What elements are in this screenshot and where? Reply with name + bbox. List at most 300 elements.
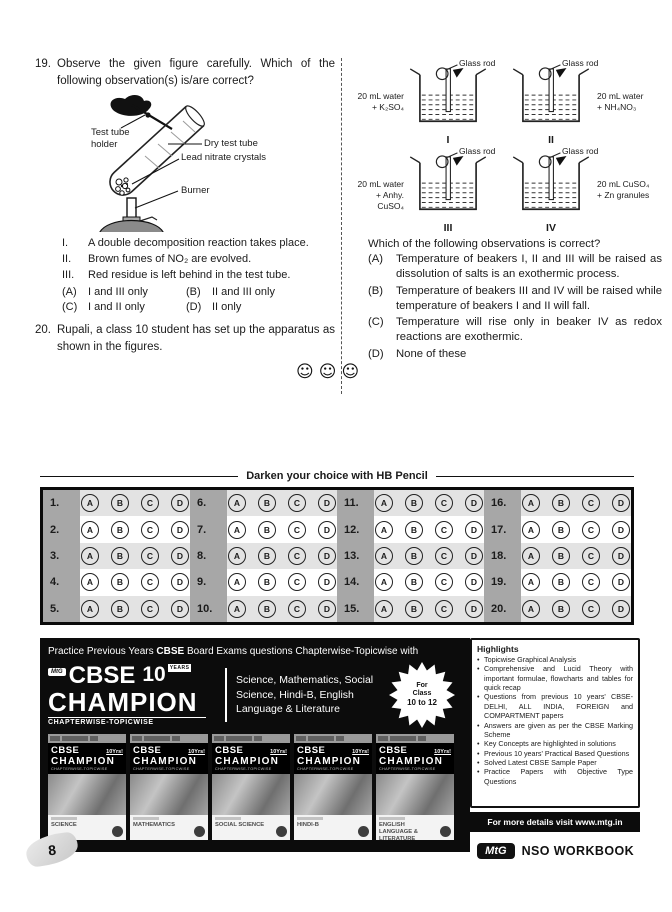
- highlight-item-3: [477, 692, 633, 720]
- bubble-cell: [521, 596, 631, 622]
- highlight-item-8: [477, 767, 633, 786]
- cover-top-strip: [48, 734, 126, 743]
- highlight-item-2: [477, 664, 633, 692]
- bubble-q1-a[interactable]: A: [81, 494, 99, 512]
- bubble-cell: [374, 490, 484, 516]
- bubble-q8-a[interactable]: A: [228, 547, 246, 565]
- mtg-logo-small: MtG: [48, 668, 66, 676]
- logo-champion-text: CHAMPION: [48, 687, 198, 717]
- bullet-icon: •: [477, 655, 480, 664]
- beaker-numeral: III: [443, 222, 453, 234]
- beaker-figure: [350, 146, 501, 234]
- cover-top-strip: [376, 734, 454, 743]
- test-tube-figure: [35, 94, 335, 232]
- bullet-icon: •: [477, 739, 480, 749]
- bubble-q3-d[interactable]: D: [171, 547, 189, 565]
- starburst-line1: For: [416, 682, 428, 690]
- starburst-line2: Class: [412, 690, 432, 698]
- bubble-q14-a[interactable]: A: [375, 573, 393, 591]
- label-test-tube-holder: Test tube holder: [91, 127, 130, 151]
- highlight-item-5: [477, 739, 633, 748]
- option-20-d-label: (D): [368, 347, 384, 360]
- cover-brand-block: [294, 743, 372, 774]
- cover-years-text: 10Yrs!: [434, 749, 451, 755]
- logo-ten-years: 10: [142, 663, 166, 686]
- bubble-q9-a[interactable]: A: [228, 573, 246, 591]
- bubble-q9-d[interactable]: D: [318, 573, 336, 591]
- bubble-q6-b[interactable]: B: [258, 494, 276, 512]
- bubble-cell: [80, 490, 190, 516]
- bubble-cell: [374, 516, 484, 542]
- bubble-cell: [374, 569, 484, 595]
- question-19-number: 19.: [35, 58, 51, 70]
- book-cover-5: [376, 734, 454, 840]
- bubble-q18-c[interactable]: C: [582, 547, 600, 565]
- bubble-q19-d[interactable]: D: [612, 573, 630, 591]
- bubble-q14-b[interactable]: B: [405, 573, 423, 591]
- bubble-q20-d[interactable]: D: [612, 600, 630, 618]
- cover-champion-text: CHAMPION: [215, 756, 280, 767]
- option-20-a-text: Temperature of beakers I, II and III will be raised as dissolution of salts is an exothermic process.: [396, 253, 662, 281]
- cover-tagline: CHAPTERWISE-TOPICWISE: [215, 767, 272, 771]
- question-number-cell: 17.: [484, 516, 521, 542]
- statement-3-numeral: III.: [62, 268, 75, 281]
- option-19-a-label: (A): [62, 286, 77, 299]
- ad-details-link[interactable]: For more details visit www.mtg.in: [470, 812, 640, 832]
- bubble-q8-b[interactable]: B: [258, 547, 276, 565]
- highlight-text: Solved Latest CBSE Sample Paper: [484, 757, 597, 767]
- bullet-icon: •: [477, 767, 480, 777]
- option-19-a-text: I and III only: [88, 286, 148, 299]
- cover-cbse-text: CBSE: [215, 745, 244, 756]
- bubble-cell: [521, 569, 631, 595]
- bubble-cell: [374, 543, 484, 569]
- bubble-cell: [227, 543, 337, 569]
- option-19-a: [62, 286, 186, 298]
- answer-sheet: [40, 470, 634, 625]
- beaker-figure: [501, 146, 652, 234]
- option-19-c: [62, 301, 186, 313]
- logo-years-word: YEARS: [169, 665, 190, 671]
- bubble-q13-b[interactable]: B: [405, 547, 423, 565]
- bubble-q10-a[interactable]: A: [228, 600, 246, 618]
- beaker-contents-label: [350, 179, 404, 212]
- bubble-q7-b[interactable]: B: [258, 521, 276, 539]
- glass-rod-label: Glass rod: [459, 58, 496, 68]
- bullet-icon: •: [477, 692, 480, 702]
- book-cover-1: [48, 734, 126, 840]
- beaker-contents-line2: + Anhy. CuSO₄: [376, 190, 404, 212]
- bubble-q11-b[interactable]: B: [405, 494, 423, 512]
- question-20-text: Rupali, a class 10 student has set up the apparatus as shown in the figures.: [57, 324, 335, 353]
- bubble-q12-c[interactable]: C: [435, 521, 453, 539]
- cover-brand-block: [212, 743, 290, 774]
- statement-1: [62, 236, 335, 252]
- statement-1-numeral: I.: [62, 237, 69, 250]
- bubble-cell: [80, 596, 190, 622]
- label-burner: Burner: [181, 185, 210, 197]
- cover-top-strip: [294, 734, 372, 743]
- cover-subject: HINDI-B: [297, 822, 319, 828]
- logo-tagline: CHAPTERWISE-TOPICWISE: [48, 717, 206, 726]
- question-19-options: [35, 286, 335, 313]
- statement-3: [62, 268, 335, 284]
- statement-3-text: Red residue is left behind in the test tube.: [88, 268, 291, 281]
- bubble-q17-a[interactable]: A: [522, 521, 540, 539]
- cover-top-strip: [212, 734, 290, 743]
- bullet-icon: •: [477, 757, 480, 767]
- bubble-cell: [80, 543, 190, 569]
- bubble-q15-a[interactable]: A: [375, 600, 393, 618]
- bubble-q2-c[interactable]: C: [141, 521, 159, 539]
- bubble-q9-b[interactable]: B: [258, 573, 276, 591]
- option-20-a-label: (A): [368, 253, 384, 265]
- bubble-cell: [227, 569, 337, 595]
- cover-subject: MATHEMATICS: [133, 822, 175, 828]
- advertisement: [40, 638, 640, 852]
- starburst-text: [388, 661, 456, 729]
- bubble-q4-b[interactable]: B: [111, 573, 129, 591]
- bubble-q8-c[interactable]: C: [288, 547, 306, 565]
- header-rule-right: [436, 476, 634, 477]
- cover-champion-text: CHAMPION: [379, 756, 444, 767]
- bubble-q17-c[interactable]: C: [582, 521, 600, 539]
- beaker-row: [350, 58, 652, 146]
- beaker-contents-label: [350, 91, 404, 113]
- bubble-q11-c[interactable]: C: [435, 494, 453, 512]
- logo-top-line: [48, 664, 216, 688]
- bubble-q14-d[interactable]: D: [465, 573, 483, 591]
- cover-publisher-line: [51, 817, 77, 820]
- bubble-q20-b[interactable]: B: [552, 600, 570, 618]
- bubble-q6-a[interactable]: A: [228, 494, 246, 512]
- highlight-text: Questions from previous 10 years' CBSE-DELHI, ALL INDIA, FOREIGN and COMPARTMENT papers: [484, 692, 633, 721]
- bubble-q15-c[interactable]: C: [435, 600, 453, 618]
- statement-1-text: A double decomposition reaction takes place.: [88, 237, 309, 250]
- question-number-cell: 9.: [190, 569, 227, 595]
- footer-brand: [477, 843, 634, 859]
- option-19-b-text: II and III only: [212, 286, 275, 299]
- option-19-c-text: I and II only: [88, 301, 145, 314]
- cover-footer: [212, 815, 290, 840]
- bubble-q5-c[interactable]: C: [141, 600, 159, 618]
- question-number-cell: 11.: [337, 490, 374, 516]
- cover-footer: [130, 815, 208, 840]
- beaker-drawing: [509, 67, 593, 129]
- beaker-numeral: IV: [546, 222, 556, 234]
- bubble-q4-d[interactable]: D: [171, 573, 189, 591]
- bubble-q20-c[interactable]: C: [582, 600, 600, 618]
- cover-publisher-line: [379, 817, 405, 820]
- ad-headline-pre: Practice Previous Years: [48, 646, 157, 657]
- bubble-cell: [227, 596, 337, 622]
- highlight-text: Comprehensive and Lucid Theory with important formulae, flowcharts and tables for quick recap: [484, 664, 633, 693]
- cover-top-strip: [130, 734, 208, 743]
- answer-sheet-title: Darken your choice with HB Pencil: [246, 470, 428, 482]
- bubble-q10-c[interactable]: C: [288, 600, 306, 618]
- question-20: [35, 322, 335, 355]
- bubble-q16-a[interactable]: A: [522, 494, 540, 512]
- option-19-b: [186, 286, 335, 298]
- question-number-cell: 15.: [337, 596, 374, 622]
- column-divider: [341, 58, 342, 394]
- bubble-q16-c[interactable]: C: [582, 494, 600, 512]
- statement-2-text: Brown fumes of NO₂ are evolved.: [88, 252, 252, 265]
- bubble-q6-d[interactable]: D: [318, 494, 336, 512]
- bubble-q8-d[interactable]: D: [318, 547, 336, 565]
- bubble-q3-a[interactable]: A: [81, 547, 99, 565]
- bubble-q4-c[interactable]: C: [141, 573, 159, 591]
- cover-subject: SOCIAL SCIENCE: [215, 822, 265, 828]
- question-number-cell: 5.: [43, 596, 80, 622]
- highlight-item-6: [477, 749, 633, 758]
- bubble-q19-c[interactable]: C: [582, 573, 600, 591]
- label-dry-test-tube: Dry test tube: [204, 138, 258, 150]
- bubble-q14-c[interactable]: C: [435, 573, 453, 591]
- option-19-b-label: (B): [186, 286, 201, 299]
- bubble-q3-c[interactable]: C: [141, 547, 159, 565]
- label-lead-nitrate-crystals: Lead nitrate crystals: [181, 152, 267, 164]
- header-rule-left: [40, 476, 238, 477]
- answer-sheet-header: [40, 470, 634, 482]
- ad-headline-post: Board Exams questions Chapterwise-Topicwise with: [184, 646, 419, 657]
- bubble-q11-a[interactable]: A: [375, 494, 393, 512]
- logo-divider: [225, 668, 227, 722]
- beaker-contents-label: [597, 179, 652, 201]
- bubble-q17-b[interactable]: B: [552, 521, 570, 539]
- cover-brand-block: [48, 743, 126, 774]
- question-20-number: 20.: [35, 324, 51, 337]
- bubble-q6-c[interactable]: C: [288, 494, 306, 512]
- question-number-cell: 2.: [43, 516, 80, 542]
- bubble-q20-a[interactable]: A: [522, 600, 540, 618]
- cover-years-text: 10Yrs!: [270, 749, 287, 755]
- question-number-cell: 1.: [43, 490, 80, 516]
- highlight-text: Key Concepts are highlighted in solutions: [484, 739, 616, 749]
- bubble-q7-d[interactable]: D: [318, 521, 336, 539]
- bubble-q3-b[interactable]: B: [111, 547, 129, 565]
- question-20-options: [350, 252, 662, 362]
- beaker-drawing: [509, 155, 593, 217]
- glass-rod-label: Glass rod: [562, 58, 599, 68]
- cover-round-logo-icon: [276, 826, 287, 837]
- option-19-d-text: II only: [212, 301, 242, 314]
- glass-rod-label: Glass rod: [459, 146, 496, 156]
- ad-headline-brand: CBSE: [156, 646, 185, 657]
- answer-grid: [40, 487, 634, 625]
- beaker-contents-line2: + Zn granules: [597, 190, 650, 201]
- question-number-cell: 6.: [190, 490, 227, 516]
- bubble-cell: [227, 490, 337, 516]
- cover-round-logo-icon: [358, 826, 369, 837]
- highlight-item-4: [477, 721, 633, 740]
- ad-highlights-column: [470, 638, 640, 852]
- cover-years-text: 10Yrs!: [188, 749, 205, 755]
- bubble-q13-a[interactable]: A: [375, 547, 393, 565]
- bubble-q9-c[interactable]: C: [288, 573, 306, 591]
- highlight-item-1: [477, 655, 633, 664]
- bubble-q10-d[interactable]: D: [318, 600, 336, 618]
- question-19-statements: [35, 236, 335, 283]
- option-20-b: [368, 284, 662, 315]
- beaker-drawing: [406, 67, 490, 129]
- answer-row: [43, 569, 631, 595]
- mtg-logo: MtG: [477, 843, 514, 859]
- bubble-cell: [521, 516, 631, 542]
- starburst-line3: 10 to 12: [407, 698, 437, 708]
- cover-image: [294, 774, 372, 815]
- bubble-q7-c[interactable]: C: [288, 521, 306, 539]
- option-20-c-text: Temperature will rise only in beaker IV as redox reactions are exothermic.: [396, 316, 662, 344]
- beaker-numeral: II: [548, 134, 554, 146]
- option-19-d-label: (D): [186, 301, 202, 314]
- left-column: [35, 56, 335, 356]
- bullet-icon: •: [477, 720, 480, 730]
- beaker-figures: [350, 58, 662, 234]
- question-number-cell: 18.: [484, 543, 521, 569]
- ad-main-panel: [40, 638, 470, 852]
- bubble-q1-b[interactable]: B: [111, 494, 129, 512]
- page-number-badge: [25, 831, 80, 867]
- bubble-q17-d[interactable]: D: [612, 521, 630, 539]
- smiley-faces: ☺☺☺: [296, 362, 365, 382]
- beaker-contents-line1: 20 mL water: [357, 91, 404, 101]
- bubble-q5-d[interactable]: D: [171, 600, 189, 618]
- bubble-q2-d[interactable]: D: [171, 521, 189, 539]
- bubble-cell: [80, 569, 190, 595]
- question-number-cell: 7.: [190, 516, 227, 542]
- option-19-c-label: (C): [62, 301, 78, 314]
- beaker-numeral: I: [446, 134, 450, 146]
- question-number-cell: 3.: [43, 543, 80, 569]
- page-number: 8: [47, 841, 57, 858]
- bubble-q13-c[interactable]: C: [435, 547, 453, 565]
- bubble-q13-d[interactable]: D: [465, 547, 483, 565]
- cover-cbse-text: CBSE: [297, 745, 326, 756]
- bubble-q15-b[interactable]: B: [405, 600, 423, 618]
- beaker-figure: [501, 58, 652, 146]
- bubble-q18-d[interactable]: D: [612, 547, 630, 565]
- question-number-cell: 10.: [190, 596, 227, 622]
- class-badge-starburst: [388, 661, 456, 729]
- bubble-q12-d[interactable]: D: [465, 521, 483, 539]
- question-19-text: Observe the given figure carefully. Which of the following observation(s) is/are correct?: [57, 58, 335, 87]
- answer-row: [43, 596, 631, 622]
- question-number-cell: 4.: [43, 569, 80, 595]
- highlights-panel: [470, 638, 640, 808]
- bubble-cell: [521, 490, 631, 516]
- cover-cbse-text: CBSE: [379, 745, 408, 756]
- cover-years-text: 10Yrs!: [106, 749, 123, 755]
- cover-cbse-text: CBSE: [51, 745, 80, 756]
- bubble-q4-a[interactable]: A: [81, 573, 99, 591]
- option-20-b-label: (B): [368, 284, 384, 297]
- question-number-cell: 20.: [484, 596, 521, 622]
- bubble-q19-b[interactable]: B: [552, 573, 570, 591]
- option-20-d: [368, 347, 662, 362]
- highlight-text: Practice Papers with Objective Type Questions: [484, 767, 633, 786]
- answer-row: [43, 490, 631, 516]
- bubble-q1-d[interactable]: D: [171, 494, 189, 512]
- beaker-contents-line2: + K₂SO₄: [371, 102, 404, 113]
- bubble-cell: [80, 516, 190, 542]
- logo-cbse-text: CBSE: [68, 662, 136, 689]
- beaker-row: [350, 146, 652, 234]
- question-number-cell: 8.: [190, 543, 227, 569]
- option-20-c-label: (C): [368, 316, 384, 328]
- cover-footer: [376, 815, 454, 840]
- cover-cbse-text: CBSE: [133, 745, 162, 756]
- option-19-d: [186, 301, 335, 313]
- bubble-q1-c[interactable]: C: [141, 494, 159, 512]
- statement-2: [62, 252, 335, 268]
- cbse-champion-logo: [48, 664, 216, 726]
- bubble-q18-b[interactable]: B: [552, 547, 570, 565]
- ad-headline: [48, 646, 462, 657]
- bubble-q10-b[interactable]: B: [258, 600, 276, 618]
- cover-champion-text: CHAMPION: [133, 756, 198, 767]
- bubble-q12-b[interactable]: B: [405, 521, 423, 539]
- bubble-q2-b[interactable]: B: [111, 521, 129, 539]
- answer-row: [43, 543, 631, 569]
- highlight-text: Previous 10 years' Practical Based Questions: [484, 748, 630, 758]
- bubble-q2-a[interactable]: A: [81, 521, 99, 539]
- bubble-cell: [374, 596, 484, 622]
- cover-tagline: CHAPTERWISE-TOPICWISE: [133, 767, 190, 771]
- cover-round-logo-icon: [194, 826, 205, 837]
- option-20-d-text: None of these: [396, 347, 467, 360]
- beaker-figure: [350, 58, 501, 146]
- bubble-q5-b[interactable]: B: [111, 600, 129, 618]
- workbook-title: NSO WORKBOOK: [521, 844, 634, 858]
- cover-publisher-line: [133, 817, 159, 820]
- bubble-q15-d[interactable]: D: [465, 600, 483, 618]
- cover-round-logo-icon: [112, 826, 123, 837]
- bubble-q18-a[interactable]: A: [522, 547, 540, 565]
- cover-round-logo-icon: [440, 826, 451, 837]
- cover-champion-text: CHAMPION: [51, 756, 116, 767]
- statement-2-numeral: II.: [62, 252, 72, 265]
- bubble-q19-a[interactable]: A: [522, 573, 540, 591]
- question-20-stem: Which of the following observations is correct?: [368, 238, 601, 250]
- bubble-q12-a[interactable]: A: [375, 521, 393, 539]
- option-20-a: [368, 252, 662, 283]
- cover-tagline: CHAPTERWISE-TOPICWISE: [297, 767, 354, 771]
- cover-publisher-line: [297, 817, 323, 820]
- answer-row: [43, 516, 631, 542]
- cover-tagline: CHAPTERWISE-TOPICWISE: [379, 767, 436, 771]
- bullet-icon: •: [477, 748, 480, 758]
- ad-subjects-text: Science, Mathematics, Social Science, Hindi-B, English Language & Literature: [236, 673, 374, 716]
- cover-image: [130, 774, 208, 815]
- cover-image: [376, 774, 454, 815]
- bubble-q11-d[interactable]: D: [465, 494, 483, 512]
- question-number-cell: 13.: [337, 543, 374, 569]
- cover-subject: SCIENCE: [51, 822, 77, 828]
- beaker-contents-label: [597, 91, 652, 113]
- bubble-q16-d[interactable]: D: [612, 494, 630, 512]
- bubble-q5-a[interactable]: A: [81, 600, 99, 618]
- cover-years-text: 10Yrs!: [352, 749, 369, 755]
- bubble-q7-a[interactable]: A: [228, 521, 246, 539]
- bubble-q16-b[interactable]: B: [552, 494, 570, 512]
- question-number-cell: 12.: [337, 516, 374, 542]
- cover-brand-block: [130, 743, 208, 774]
- cover-image: [48, 774, 126, 815]
- book-cover-4: [294, 734, 372, 840]
- cover-champion-text: CHAMPION: [297, 756, 362, 767]
- book-covers-row: [48, 734, 462, 840]
